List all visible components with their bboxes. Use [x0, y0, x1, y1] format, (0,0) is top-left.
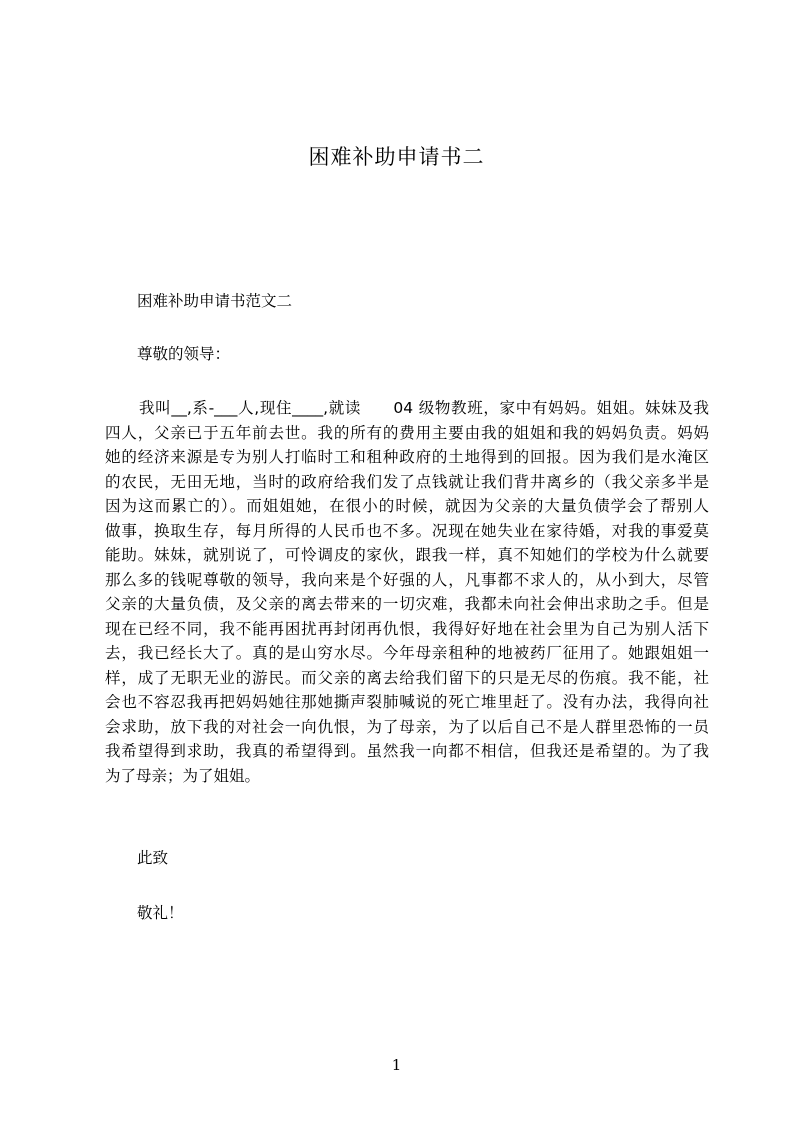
body-line: 因为这而累亡的）。而姐姐她，在很小的时候，就因为父亲的大量负债学会了帮别人 — [105, 497, 709, 515]
closing-jing-li: 敬礼！ — [137, 904, 184, 922]
body-line: 样，成了无职无业的游民。而父亲的离去给我们留下的只是无尽的伤痕。我不能，社 — [105, 668, 709, 687]
body-line: 那么多的钱呢尊敬的领导，我向来是个好强的人，凡事都不求人的，从小到大，尽管 — [105, 570, 709, 589]
body-line: 她的经济来源是专为别人打临时工和租种政府的土地得到的回报。因为我们是水淹区 — [105, 448, 709, 466]
body-line: 会求助，放下我的对社会一向仇恨，为了母亲，为了以后自己不是人群里恐怖的一员 — [105, 717, 709, 736]
document-subtitle: 困难补助申请书范文二 — [137, 292, 293, 310]
closing-ci-zhi: 此致 — [137, 849, 169, 867]
document-title: 困难补助申请书二 — [308, 145, 485, 169]
body-line: 我希望得到求助，我真的希望得到。虽然我一向都不相信，但我还是希望的。为了我 — [105, 742, 709, 760]
body-line: 会也不容忍我再把妈妈她往那她撕声裂肺喊说的死亡堆里赶了。没有办法，我得向社 — [105, 693, 709, 711]
body-line: 去，我已经长大了。真的是山穷水尽。今年母亲租种的地被药厂征用了。她跟姐姐一 — [105, 644, 709, 662]
salutation: 尊敬的领导： — [137, 345, 231, 363]
body-line: 能助。妹妹，就别说了，可怜调皮的家伙，跟我一样，真不知她们的学校为什么就要 — [105, 546, 709, 564]
body-line: 我叫__,系-___人,现住____,就读 04 级物教班，家中有妈妈。姐姐。妹妹及我 — [139, 399, 709, 417]
page-number: 1 — [391, 1056, 402, 1074]
body-line: 为了母亲；为了姐姐。 — [105, 766, 261, 785]
body-line: 的农民，无田无地，当时的政府给我们发了点钱就让我们背井离乡的（我父亲多半是 — [105, 472, 709, 491]
body-line: 父亲的大量负债，及父亲的离去带来的一切灾难，我都未向社会伸出求助之手。但是 — [105, 595, 709, 613]
body-line: 做事，换取生存，每月所得的人民币也不多。况现在她失业在家待婚，对我的事爱莫 — [105, 521, 709, 540]
body-paragraph — [105, 396, 709, 788]
body-line: 现在已经不同，我不能再困扰再封闭再仇恨，我得好好地在社会里为自己为别人活下 — [105, 619, 709, 638]
body-line: 四人，父亲已于五年前去世。我的所有的费用主要由我的姐姐和我的妈妈负责。妈妈 — [105, 423, 709, 442]
